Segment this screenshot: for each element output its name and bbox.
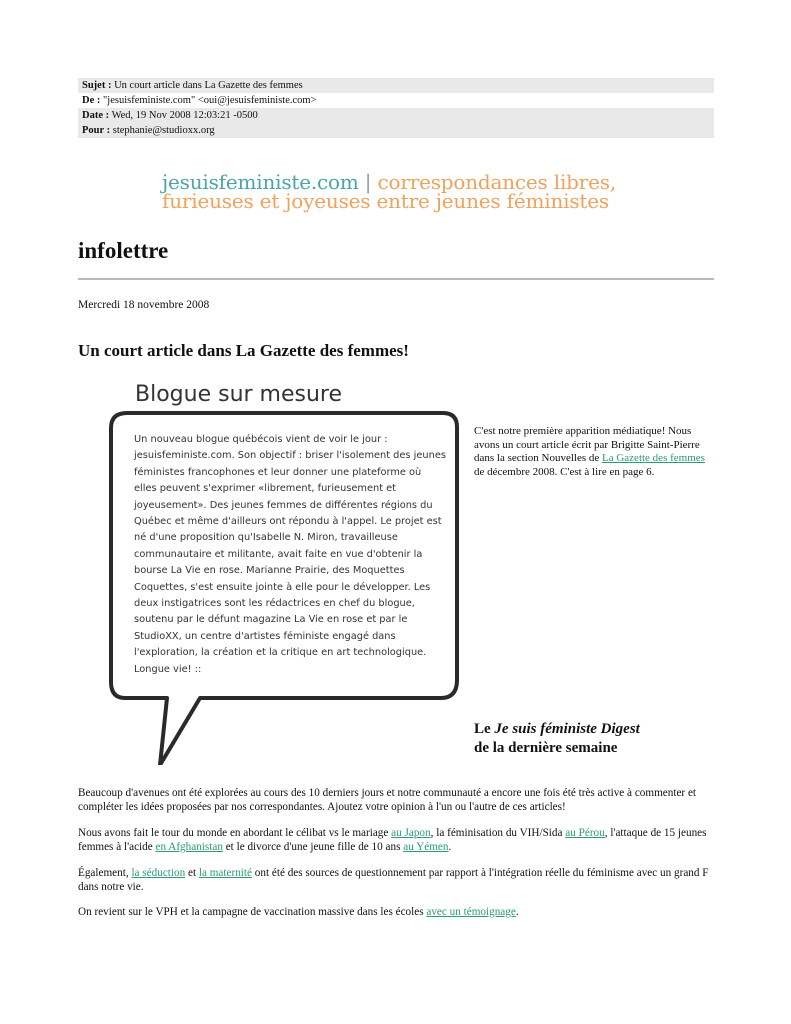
side-paragraph (474, 425, 714, 479)
from-label: De : (82, 95, 101, 106)
p2-text-d: et le divorce d'une jeune fille de 10 ans (222, 841, 404, 853)
p2-text-c: , l'attaque de 15 jeunes femmes à l'acide (78, 827, 707, 853)
newsletter-title: infolettre (78, 238, 169, 263)
paragraph-2 (78, 826, 718, 854)
logo-tagline-2: furieuses et joyeuses entre jeunes féministes (162, 189, 609, 213)
p3-text-a: Également, (78, 867, 132, 879)
p4-text-a: On revient sur le VPH et la campagne de vaccination massive dans les écoles (78, 906, 427, 918)
paragraph-1: Beaucoup d'avenues ont été explorées au cours des 10 derniers jours et notre communauté a encore une fois été très active à commenter et compléter les idées proposées par nos correspondantes. Ajoutez votre opinion à l'un ou l'autre de ces articles! (78, 787, 697, 813)
link-perou[interactable]: au Pérou (565, 827, 605, 839)
paragraph-3 (78, 866, 718, 894)
date-label: Date : (82, 110, 110, 121)
subject-value: Un court article dans La Gazette des femmes (114, 80, 303, 91)
email-from-row (78, 93, 714, 108)
p4-text-b: . (515, 906, 519, 918)
p3-text-b: et (185, 867, 199, 879)
to-value: stephanie@studioxx.org (112, 125, 215, 136)
subject-label: Sujet : (82, 80, 112, 91)
link-maternite[interactable]: la maternité (198, 867, 252, 879)
email-date-row (78, 108, 714, 123)
article-heading: Un court article dans La Gazette des femmes! (78, 341, 409, 360)
logo-tagline-1: correspondances libres, (377, 170, 616, 194)
digest-name: Je suis féministe Digest (494, 721, 640, 737)
site-logo[interactable] (162, 170, 642, 213)
paragraph-4 (78, 905, 718, 919)
date-value: Wed, 19 Nov 2008 12:03:21 -0500 (111, 110, 258, 121)
from-value: "jesuisfeministe.com" <oui@jesuisfeministe.com> (103, 95, 317, 106)
newsletter-date: Mercredi 18 novembre 2008 (78, 299, 210, 311)
link-japon[interactable]: au Japon (391, 827, 431, 839)
gazette-link[interactable]: La Gazette des femmes (602, 452, 705, 464)
side-text-1: C'est notre première apparition médiatique! Nous avons un court article écrit par Brigitte Saint-Pierre dans la section Nouvelles de (474, 425, 700, 464)
logo-site-name: jesuisfeministe.com (162, 170, 359, 194)
side-text-2: de décembre 2008. C'est à lire en page 6. (474, 465, 655, 478)
digest-heading (474, 720, 724, 758)
p2-text-a: Nous avons fait le tour du monde en abordant le célibat vs le mariage (78, 827, 392, 839)
p2-text-b: , la féminisation du VIH/Sida (430, 827, 566, 839)
link-yemen[interactable]: au Yémen (403, 841, 449, 853)
to-label: Pour : (82, 125, 111, 136)
title-divider (78, 278, 714, 280)
p3-text-c: ont été des sources de questionnement par rapport à l'intégration réelle du féminisme avec un grand F dans notre vie. (78, 867, 709, 893)
p2-text-e: . (448, 841, 452, 853)
digest-le: Le (474, 721, 495, 737)
clipping-title: Blogue sur mesure (135, 382, 343, 407)
digest-line2: de la dernière semaine (474, 740, 618, 756)
logo-separator: | (364, 170, 372, 194)
email-subject-row (78, 78, 714, 93)
email-to-row (78, 123, 714, 138)
link-temoignage[interactable]: avec un témoignage (426, 906, 516, 918)
clipping-text: Un nouveau blogue québécois vient de voir le jour : jesuisfeministe.com. Son objectif : briser l'isolement des jeunes féministes francophones et leur donner une plateforme où elles peuvent s'exprimer «librement, furieusement et joyeusement». Des jeunes femmes de différentes régions du Québec et même d'ailleurs ont répondu à l'appel. Le projet est né d'une proposition qu'Isabelle N. Miron, travailleuse communautaire et militante, avait faite en vue d'obtenir la bourse La Vie en rose. Marianne Prairie, des Moquettes Coquettes, s'est ensuite jointe à elle pour le développer. Les deux instigatrices sont les rédactrices en chef du blogue, soutenu par le défunt magazine La Vie en rose et par le StudioXX, un centre d'artistes féministe engagé dans l'exploration, la création et la critique en art technologique. Longue vie! :: (134, 434, 446, 675)
link-afghanistan[interactable]: en Afghanistan (155, 841, 223, 853)
link-seduction[interactable]: la séduction (131, 867, 186, 879)
